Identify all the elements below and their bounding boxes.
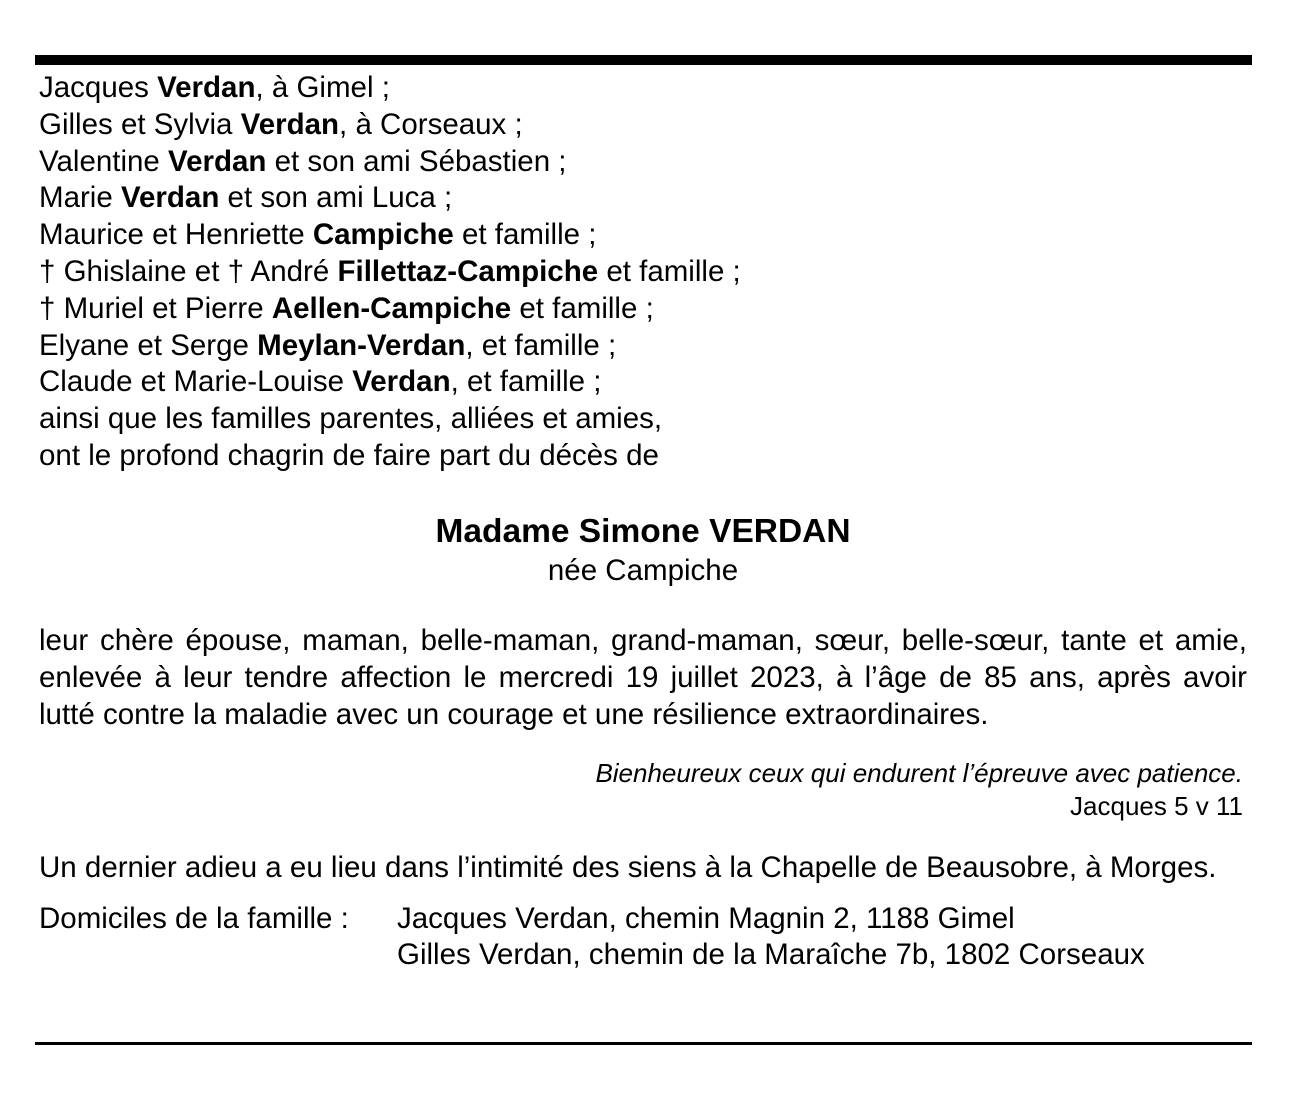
deceased-block — [39, 511, 1247, 589]
bottom-rule — [35, 1042, 1252, 1045]
family-addresses — [39, 901, 1247, 974]
family-surname: Verdan — [157, 71, 256, 104]
family-line: Elyane et Serge Meylan-Verdan, et famille ; — [39, 328, 617, 362]
family-line: Jacques Verdan, à Gimel ; — [39, 71, 390, 104]
family-surname: Verdan — [168, 144, 267, 178]
family-surname: Verdan — [120, 181, 220, 215]
family-line: Claude et Marie-Louise Verdan, et famille ; — [39, 365, 602, 399]
family-surname: Meylan-Verdan — [257, 328, 466, 362]
family-list — [39, 70, 1247, 475]
family-line: Valentine Verdan et son ami Sébastien ; — [39, 144, 567, 178]
family-line: Gilles et Sylvia Verdan, à Corseaux ; — [39, 107, 523, 141]
family-line: Marie Verdan et son ami Luca ; — [39, 181, 453, 215]
intro-line: ont le profond chagrin de faire part du décès de — [39, 438, 659, 472]
tribute-paragraph: leur chère épouse, maman, belle-maman, grand-maman, sœur, belle-sœur, tante et amie, enlevée à leur tendre affection le mercredi 19 juillet 2023, à l’âge de 85 ans, après avoir lutté contre la maladie avec un courage et une résilience extraordinaires. — [39, 623, 1247, 732]
family-surname: Verdan — [240, 107, 340, 141]
address-entry: Gilles Verdan, chemin de la Maraîche 7b, 1802 Corseaux — [397, 938, 1145, 972]
family-surname: Verdan — [352, 365, 451, 399]
quote-reference: Jacques 5 v 11 — [1070, 790, 1243, 821]
death-notice — [39, 70, 1247, 974]
address-entry: Jacques Verdan, chemin Magnin 2, 1188 Gimel — [397, 901, 1015, 935]
intro-line: ainsi que les familles parentes, alliées et amies, — [39, 402, 663, 436]
addresses-label: Domiciles de la famille : — [39, 901, 349, 935]
bible-quote — [39, 757, 1247, 823]
service-paragraph: Un dernier adieu a eu lieu dans l’intimité des siens à la Chapelle de Beausobre, à Morges. — [39, 850, 1217, 884]
top-rule — [35, 55, 1252, 65]
family-line: † Muriel et Pierre Aellen-Campiche et famille ; — [39, 291, 654, 325]
family-surname: Aellen-Campiche — [271, 291, 512, 325]
family-line: † Ghislaine et † André Fillettaz-Campiche et famille ; — [39, 254, 741, 288]
quote-text: Bienheureux ceux qui endurent l’épreuve avec patience. — [595, 757, 1243, 788]
addresses-list — [397, 901, 1145, 974]
deceased-name: Madame Simone VERDAN — [435, 512, 851, 550]
maiden-name: née Campiche — [547, 553, 739, 587]
family-surname: Fillettaz-Campiche — [337, 254, 599, 288]
family-line: Maurice et Henriette Campiche et famille ; — [39, 218, 597, 252]
family-surname: Campiche — [312, 218, 454, 252]
